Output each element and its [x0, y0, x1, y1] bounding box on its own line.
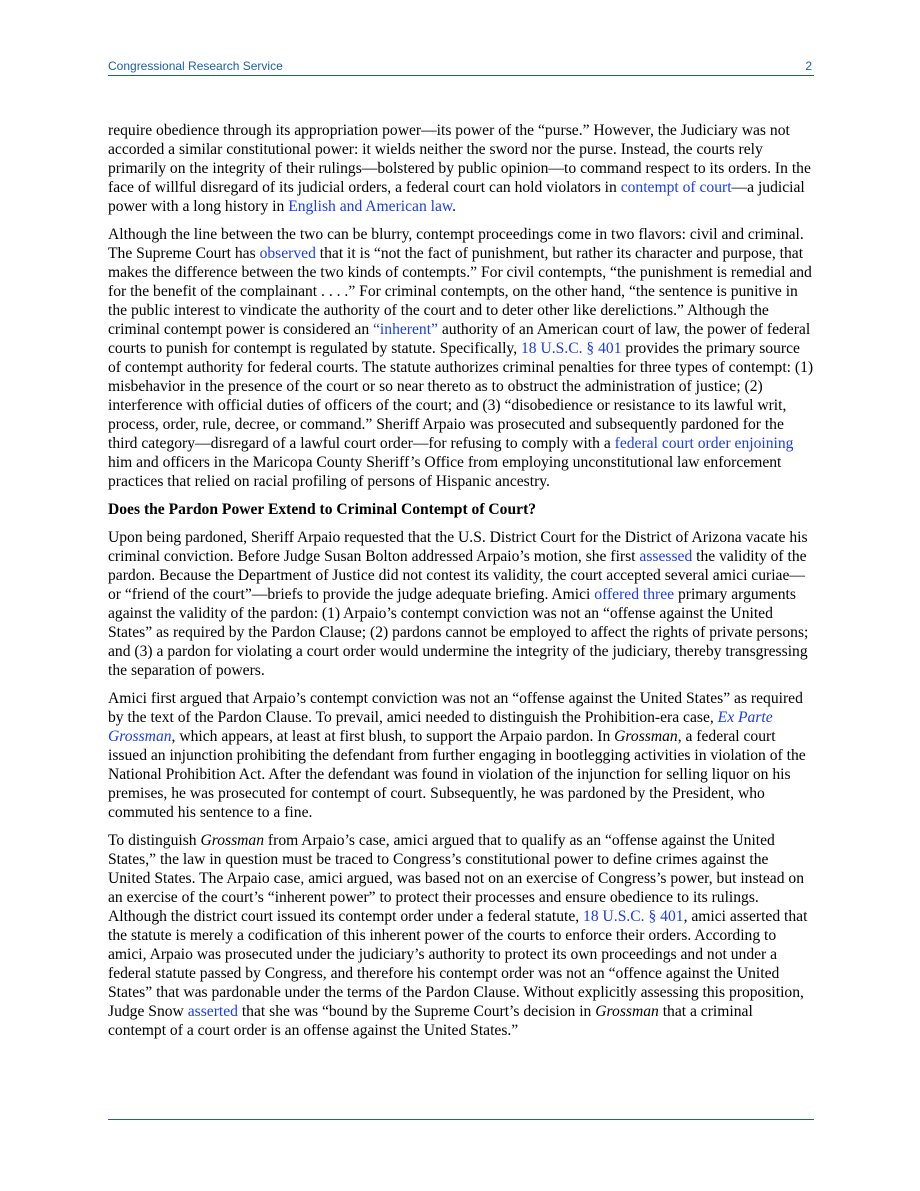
case-name-grossman: Grossman: [200, 832, 265, 849]
text-run: that a criminal contempt of a court order is an offense against the United States.”: [108, 1003, 753, 1039]
text-run: —a judicial power with a long history in: [108, 179, 805, 215]
case-name-grossman: Grossman: [595, 1003, 659, 1020]
paragraph-distinguish: [108, 831, 814, 1040]
text-run: require obedience through its appropriation power—its power of the “purse.” However, the Judiciary was not accorded a similar constitutional power: it wields neither the sword nor the purse. Instead, the courts rely primarily on the integrity of their rulings—bolstered by public opinion—to command respect to its orders. In the face of willful disregard of its judicial orders, a federal court can hold violators in: [108, 122, 811, 196]
paragraph-civil-criminal: [108, 225, 814, 491]
paragraph-amici-first: [108, 689, 814, 822]
text-run: that it is “not the fact of punishment, but rather its character and purpose, that makes the difference between the two kinds of contempts.” For civil contempts, “the punishment is remedial and for the benefit of the complainant . . . .” For criminal contempts, on the other hand, “the sentence is punitive in the public interest to vindicate the authority of the court and to deter other like derelictions.” Although the criminal contempt power is considered an: [108, 245, 812, 338]
link-federal-court-order[interactable]: federal court order enjoining: [614, 435, 794, 452]
text-run: from Arpaio’s case, amici argued that to qualify as an “offense against the United States,” the law in question must be traced to Congress’s constitutional power to define crimes against the United States. The Arpaio case, amici argued, was based not on an exercise of Congress’s power, but instead on an exercise of the court’s “inherent power” to protect their processes and ensure obedience to its rulings. Although the district court issued its contempt order under a federal statute,: [108, 832, 805, 925]
link-offered-three[interactable]: offered three: [594, 586, 675, 603]
header-org-name: Congressional Research Service: [108, 59, 283, 73]
page-header: [108, 58, 814, 76]
text-run: , a federal court issued an injunction prohibiting the defendant from further engaging in bootlegging activities in violation of the National Prohibition Act. After the defendant was found in violation of the injunction for selling liquor on his premises, he was prosecuted for contempt of court. Subsequently, he was pardoned by the President, who commuted his sentence to a fine.: [108, 728, 806, 821]
link-18-usc-401[interactable]: 18 U.S.C. § 401: [583, 908, 684, 925]
link-english-american-law[interactable]: English and American law: [288, 198, 453, 215]
link-ex-parte-grossman[interactable]: Ex Parte Grossman: [108, 709, 773, 745]
text-run: , amici asserted that the statute is merely a codification of this inherent power of the courts to enforce their orders. According to amici, Arpaio was prosecuted under the judiciary’s authority to protect its own proceedings and not under a federal statute passed by Congress, and therefore his contempt order was not an “offence against the United States” that was pardonable under the terms of the Pardon Clause. Without explicitly assessing this proposition, Judge Snow: [108, 908, 808, 1020]
text-run: provides the primary source of contempt authority for federal courts. The statute authorizes criminal penalties for three types of contempt: (1) misbehavior in the presence of the court or so near thereto as to obstruct the administration of justice; (2) interference with official duties of officers of the court; and (3) “disobedience or resistance to its lawful writ, process, order, rule, decree, or command.” Sheriff Arpaio was prosecuted and subsequently pardoned for the third category—disregard of a lawful court order—for refusing to comply with a: [108, 340, 814, 452]
link-assessed[interactable]: assessed: [639, 548, 693, 565]
text-run: that she was “bound by the Supreme Court’s decision in: [237, 1003, 596, 1020]
link-contempt-of-court[interactable]: contempt of court: [620, 179, 732, 196]
footer-divider: [108, 1119, 814, 1120]
link-inherent[interactable]: “inherent”: [373, 321, 438, 338]
text-run: him and officers in the Maricopa County Sheriff’s Office from employing unconstitutional law enforcement practices that relied on racial profiling of persons of Hispanic ancestry.: [108, 454, 782, 490]
section-heading: Does the Pardon Power Extend to Criminal Contempt of Court?: [108, 501, 537, 518]
paragraph-pardoned: [108, 528, 814, 680]
page-number: 2: [805, 59, 812, 73]
text-run: , which appears, at least at first blush, to support the Arpaio pardon. In: [171, 728, 615, 745]
text-run: Although the line between the two can be blurry, contempt proceedings come in two flavors: civil and criminal. The Supreme Court has: [108, 226, 804, 262]
document-body: [108, 121, 814, 1049]
text-run: Upon being pardoned, Sheriff Arpaio requested that the U.S. District Court for the District of Arizona vacate his criminal conviction. Before Judge Susan Bolton addressed Arpaio’s motion, she first: [108, 529, 808, 565]
text-run: .: [452, 198, 457, 215]
link-asserted[interactable]: asserted: [187, 1003, 238, 1020]
link-18-usc-401[interactable]: 18 U.S.C. § 401: [521, 340, 622, 357]
text-run: authority of an American court of law, the power of federal courts to punish for contempt is regulated by statute. Specifically,: [108, 321, 811, 357]
text-run: Amici first argued that Arpaio’s contempt conviction was not an “offense against the United States” as required by the text of the Pardon Clause. To prevail, amici needed to distinguish the Prohibition-era case,: [108, 690, 803, 726]
text-run: primary arguments against the validity of the pardon: (1) Arpaio’s contempt conviction was not an “offense against the United States” as required by the Pardon Clause; (2) pardons cannot be employed to affect the rights of private persons; and (3) a pardon for violating a court order would undermine the integrity of the judiciary, thereby transgressing the separation of powers.: [108, 586, 809, 679]
text-run: the validity of the pardon. Because the Department of Justice did not contest its validity, the court accepted several amici curiae—or “friend of the court”—briefs to provide the judge adequate briefing. Amici: [108, 548, 807, 603]
paragraph-purse: [108, 121, 814, 216]
link-observed[interactable]: observed: [259, 245, 316, 262]
text-run: To distinguish: [108, 832, 201, 849]
case-name-grossman: Grossman: [614, 728, 678, 745]
